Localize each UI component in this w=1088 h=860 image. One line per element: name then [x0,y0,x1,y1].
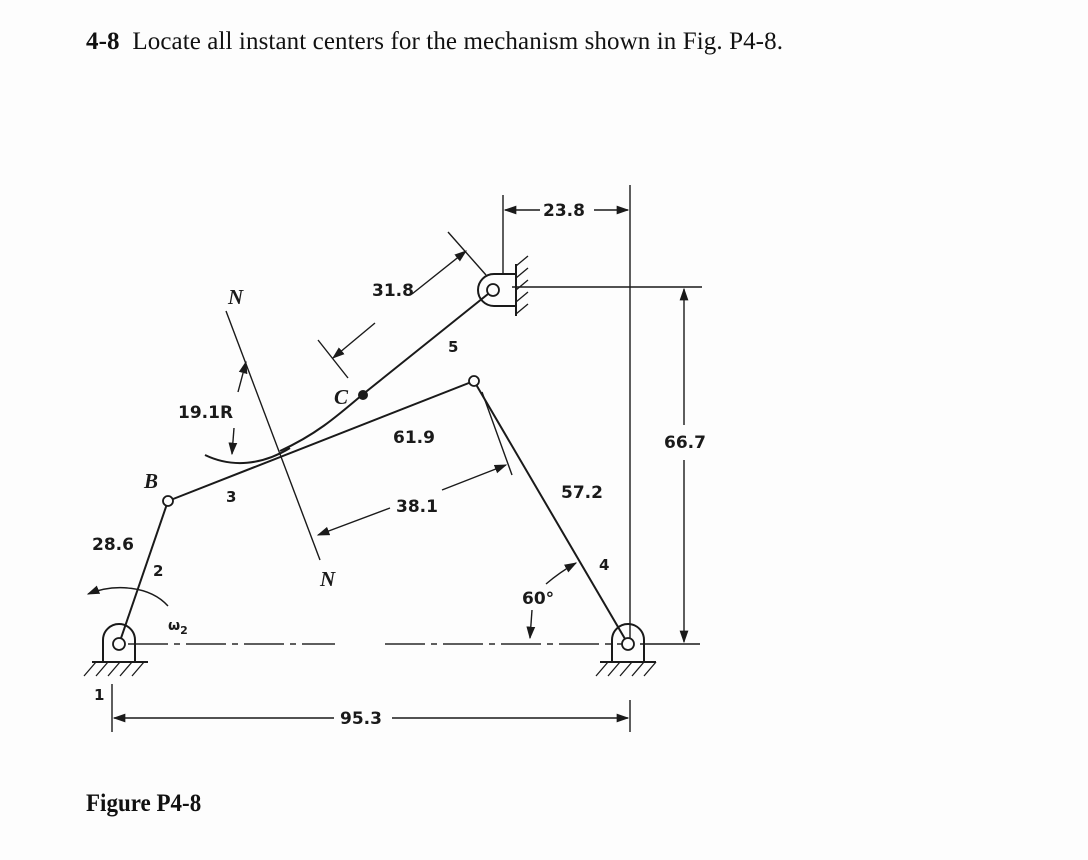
circular-arc [205,448,290,463]
link-5 [280,290,493,451]
point-b-label: B [144,469,159,493]
link-3-label: 3 [226,488,237,506]
joint-b [163,496,173,506]
ground-pivot-left [84,624,148,676]
link-5-label: 5 [448,338,459,356]
dim-31-8-label: 31.8 [372,281,414,301]
radius-label: 19.1R [178,403,234,423]
radius-leader [232,362,246,454]
dim-38-1-label: 38.1 [396,497,438,517]
link-1-label: 1 [94,686,105,704]
normal-line [226,311,320,560]
ground-pivot-right [596,624,656,676]
link-4-label: 4 [599,556,610,574]
problem-number: 4-8 [86,28,120,55]
figure-caption: Figure P4-8 [86,790,202,817]
omega-arrow [88,588,168,606]
crank-length-label: 28.6 [92,535,134,555]
normal-bottom-label: N [320,567,336,591]
rocker-length-label: 57.2 [561,483,603,503]
coupler-length-label: 61.9 [393,428,435,448]
angle-label: 60° [522,589,555,609]
omega-label: $\omega_2$ [168,618,188,637]
normal-top-label: N [228,285,244,309]
dim-31-8 [318,232,486,378]
point-c-label: C [334,385,349,409]
joint-3-4 [469,376,479,386]
dim-66-7-label: 66.7 [664,433,706,453]
problem-text: Locate all instant centers for the mechanism shown in Fig. P4-8. [132,28,784,55]
dim-23-8-label: 23.8 [543,201,585,221]
joint-c [358,390,368,400]
link-2-label: 2 [153,562,164,580]
dim-95-3-label: 95.3 [340,709,382,729]
